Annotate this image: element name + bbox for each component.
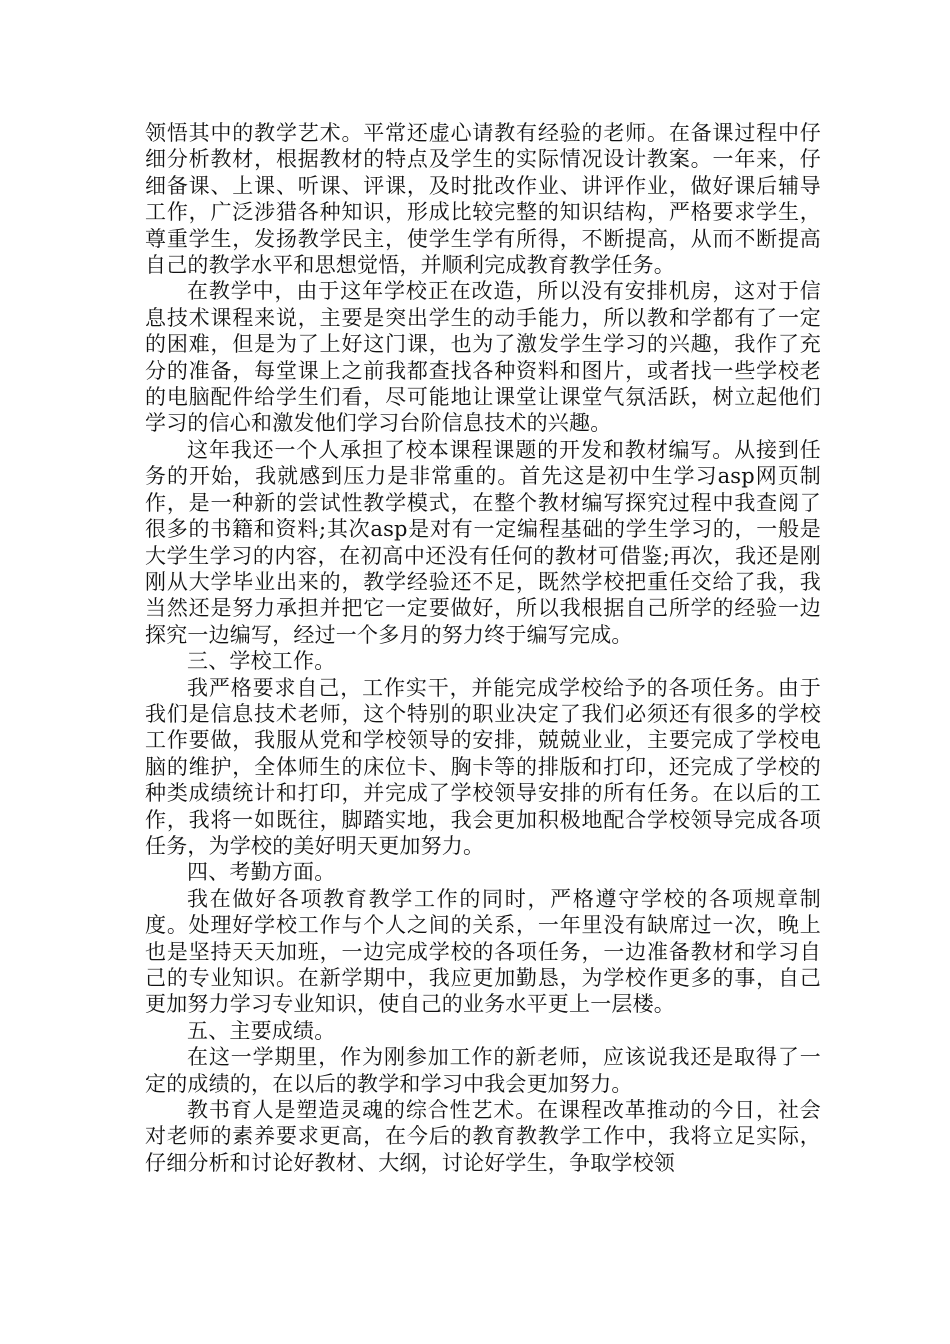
paragraph-conclusion: 教书育人是塑造灵魂的综合性艺术。在课程改革推动的今日，社会对老师的素养要求更高，在今后的教育教教学工作中，我将立足实际，仔细分析和讨论好教材、大纲，讨论好学生，争取学校领 (145, 1098, 821, 1175)
paragraph-school-work: 我严格要求自己，工作实干，并能完成学校给予的各项任务。由于我们是信息技术老师，这个特别的职业决定了我们必须还有很多的学校工作要做，我服从党和学校领导的安排，兢兢业业，主要完成了学校电脑的维护，全体师生的床位卡、胸卡等的排版和打印，还完成了学校的种类成绩统计和打印，并完成了学校领导安排的所有任务。在以后的工作，我将一如既往，脚踏实地，我会更加积极地配合学校领导完成各项任务，为学校的美好明天更加努力。 (145, 675, 821, 858)
section-heading-school-work: 三、学校工作。 (187, 649, 336, 674)
section-heading-attendance: 四、考勤方面。 (187, 860, 336, 885)
document-body (145, 120, 821, 1176)
paragraph-achievements: 在这一学期里，作为刚参加工作的新老师，应该说我还是取得了一定的成绩的，在以后的教学和学习中我会更加努力。 (145, 1045, 821, 1096)
paragraph-teaching-conditions: 在教学中，由于这年学校正在改造，所以没有安排机房，这对于信息技术课程来说，主要是突出学生的动手能力，所以教和学都有了一定的困难，但是为了上好这门课，也为了激发学生学习的兴趣，我作了充分的准备，每堂课上之前我都查找各种资料和图片，或者找一些学校老的电脑配件给学生们看，尽可能地让课堂让课堂气氛活跃，树立起他们学习的信心和激发他们学习台阶信息技术的兴趣。 (145, 279, 821, 436)
section-heading-achievements: 五、主要成绩。 (187, 1018, 336, 1043)
paragraph-curriculum-development: 这年我还一个人承担了校本课程课题的开发和教材编写。从接到任务的开始，我就感到压力是非常重的。首先这是初中生学习asp网页制作，是一种新的尝试性教学模式，在整个教材编写探究过程中我查阅了很多的书籍和资料;其次asp是对有一定编程基础的学生学习的，一般是大学生学习的内容，在初高中还没有任何的教材可借鉴;再次，我还是刚刚从大学毕业出来的，教学经验还不足，既然学校把重任交给了我，我当然还是努力承担并把它一定要做好，所以我根据自己所学的经验一边探究一边编写，经过一个多月的努力终于编写完成。 (145, 437, 821, 647)
paragraph-attendance: 我在做好各项教育教学工作的同时，严格遵守学校的各项规章制度。处理好学校工作与个人之间的关系，一年里没有缺席过一次，晚上也是坚持天天加班，一边完成学校的各项任务，一边准备教材和学习自己的专业知识。在新学期中，我应更加勤恳，为学校作更多的事，自己更加努力学习专业知识，使自己的业务水平更上一层楼。 (145, 886, 821, 1017)
paragraph-teaching-art: 领悟其中的教学艺术。平常还虚心请教有经验的老师。在备课过程中仔细分析教材，根据教材的特点及学生的实际情况设计教案。一年来，仔细备课、上课、听课、评课，及时批改作业、讲评作业，做好课后辅导工作，广泛涉猎各种知识，形成比较完整的知识结构，严格要求学生，尊重学生，发扬教学民主，使学生学有所得，不断提高，从而不断提高自己的教学水平和思想觉悟，并顺利完成教育教学任务。 (145, 121, 821, 278)
